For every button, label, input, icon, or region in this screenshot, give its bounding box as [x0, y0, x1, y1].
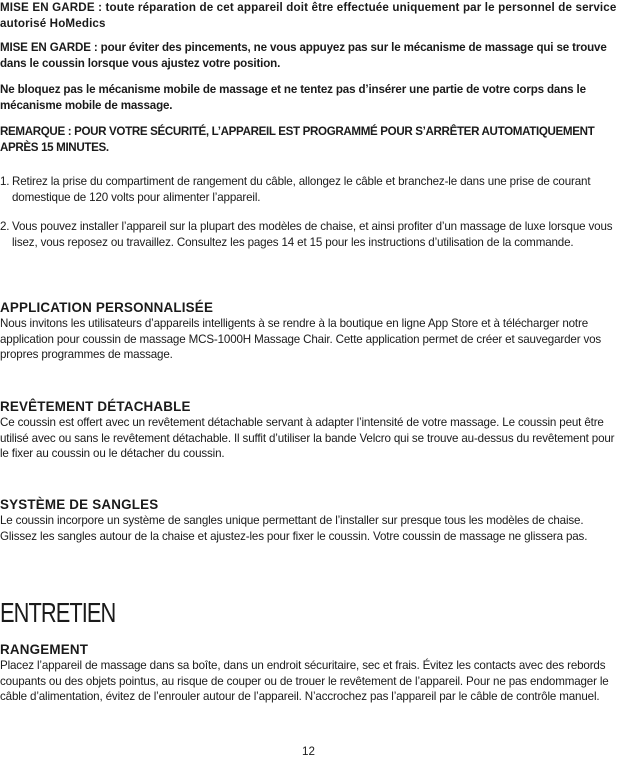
remark-auto-off: REMARQUE : POUR VOTRE SÉCURITÉ, L’APPAREIL EST PROGRAMMÉ POUR S’ARRÊTER AUTOMATIQUEMENT APRÈS 15 MINUTES.: [0, 125, 595, 154]
steps-list: [0, 174, 617, 205]
maintenance-title-wrap: [0, 598, 617, 628]
list-item: 2. Vous pouvez installer l’appareil sur la plupart des modèles de chaise, et ainsi profiter d’un massage de luxe lorsque vous lisez, vous reposez ou travaillez. Consultez les pages 14 et 15 pour les instructions d’utilisation de la commande.: [0, 220, 613, 249]
section-text: Placez l’appareil de massage dans sa boîte, dans un endroit sécuritaire, sec et frais. Évitez les contacts avec des rebords coupants ou des objets pointus, au risque de couper ou de trouer le revêtement de l’appareil. Pour ne pas endommager le câble d’alimentation, évitez de l’enrouler autour de l’appareil. N’accrochez pas l’appareil par le câble de contrôle manuel.: [0, 659, 609, 704]
section-heading: APPLICATION PERSONNALISÉE: [0, 300, 214, 315]
section-storage: [0, 642, 617, 705]
warning-service: MISE EN GARDE : toute réparation de cet appareil doit être effectuée uniquement par le personnel de service autorisé HoMedics: [0, 1, 617, 30]
warning-pinch-wrap: [0, 40, 617, 71]
remark-auto-off-wrap: [0, 124, 617, 155]
warning-mechanism-wrap: [0, 82, 617, 113]
section-heading: SYSTÈME DE SANGLES: [0, 497, 159, 512]
section-text: Le coussin incorpore un système de sangles unique permettant de l’installer sur presque tous les modèles de chaise. Glissez les sangles autour de la chaise et ajustez-les pour fixer le coussin. Votre coussin de massage ne glissera pas.: [0, 514, 588, 543]
maintenance-title: ENTRETIEN: [0, 597, 116, 628]
section-text: Nous invitons les utilisateurs d’appareils intelligents à se rendre à la boutique en ligne App Store et à télécharger notre application pour coussin de massage MCS-1000H Massage Chair. Cette application permet de créer et sauvegarder vos propres programmes de massage.: [0, 317, 602, 362]
list-item: 1. Retirez la prise du compartiment de rangement du câble, allongez le câble et branchez-le dans une prise de courant domestique de 120 volts pour alimenter l’appareil.: [0, 175, 591, 204]
steps-list-2: [0, 219, 617, 250]
section-cover: [0, 399, 617, 462]
warning-mechanism: Ne bloquez pas le mécanisme mobile de massage et ne tentez pas d’insérer une partie de votre corps dans le mécanisme mobile de massage.: [0, 83, 586, 112]
step-text: Vous pouvez installer l’appareil sur la plupart des modèles de chaise, et ainsi profiter d’un massage de luxe lorsque vous lisez, vous reposez ou travaillez. Consultez les pages 14 et 15 pour les instructions d’utilisation de la commande.: [12, 220, 613, 249]
section-heading: RANGEMENT: [0, 642, 89, 657]
warning-block: [0, 0, 617, 31]
section-text: Ce coussin est offert avec un revêtement détachable servant à adapter l’intensité de votre massage. Le coussin peut être utilisé avec ou sans le revêtement détachable. Il suffit d’utiliser la bande Velcro qui se trouve au-dessus du revêtement pour le fixer au coussin ou le détacher du coussin.: [0, 416, 615, 461]
section-heading: REVÊTEMENT DÉTACHABLE: [0, 399, 191, 414]
section-straps: [0, 497, 617, 544]
page-number: 12: [302, 745, 315, 758]
step-text: Retirez la prise du compartiment de rangement du câble, allongez le câble et branchez-le dans une prise de courant domestique de 120 volts pour alimenter l’appareil.: [12, 175, 591, 204]
section-app: [0, 300, 617, 363]
warning-pinch: MISE EN GARDE : pour éviter des pincements, ne vous appuyez pas sur le mécanisme de massage qui se trouve dans le coussin lorsque vous ajustez votre position.: [0, 41, 607, 70]
